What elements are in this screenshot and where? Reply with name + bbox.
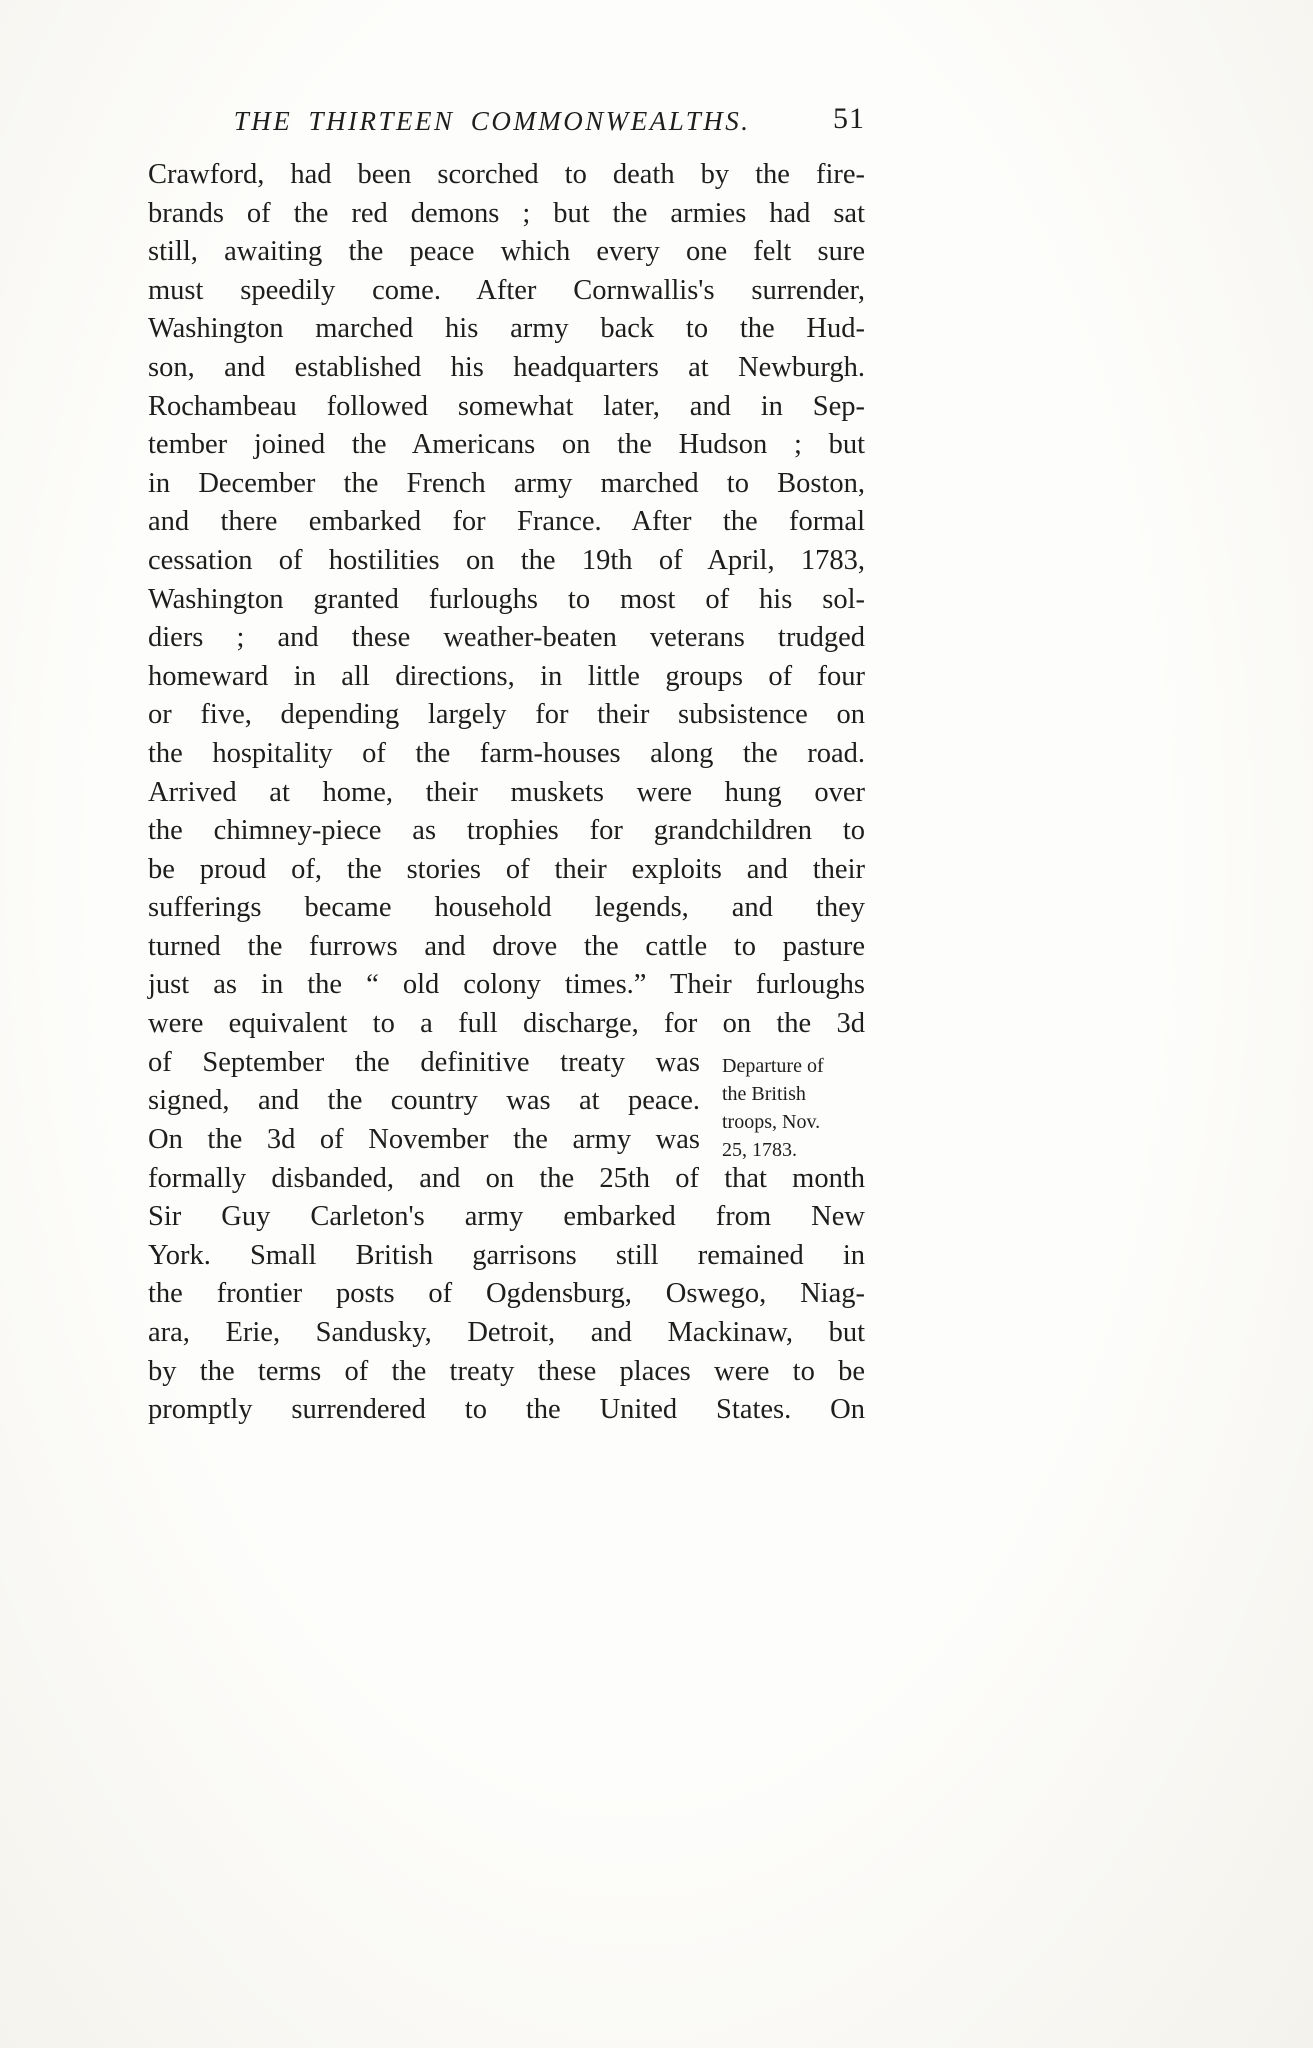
text-line: tember joined the Americans on the Hudson ; but: [148, 429, 865, 461]
text-line: by the terms of the treaty these places were to be: [148, 1355, 865, 1387]
text-line: in December the French army marched to Boston,: [148, 467, 865, 499]
text-line: were equivalent to a full discharge, for on the 3d: [148, 1008, 865, 1040]
text-line: diers ; and these weather-beaten veterans trudged: [148, 622, 865, 654]
text-line: be proud of, the stories of their exploits and their: [148, 853, 865, 885]
page-number: 51: [833, 102, 865, 135]
lines-top: [148, 156, 865, 1044]
text-line: signed, and the country was at peace.: [148, 1085, 700, 1117]
sidenote-line: 25, 1783.: [722, 1138, 797, 1161]
text-line: York. Small British garrisons still remained in: [148, 1239, 865, 1271]
text-line: Arrived at home, their muskets were hung over: [148, 776, 865, 808]
text-line: still, awaiting the peace which every one felt sure: [148, 236, 865, 268]
text-line: ara, Erie, Sandusky, Detroit, and Mackinaw, but: [148, 1317, 865, 1349]
text-line: On the 3d of November the army was: [148, 1123, 700, 1155]
paragraph: [148, 156, 865, 1430]
lines-bottom: [148, 1160, 865, 1430]
text-line: the chimney-piece as trophies for grandchildren to: [148, 815, 865, 847]
text-line: Sir Guy Carleton's army embarked from New: [148, 1201, 865, 1233]
text-line: cessation of hostilities on the 19th of April, 1783,: [148, 544, 865, 576]
text-line: Crawford, had been scorched to death by the fire-: [148, 159, 865, 190]
text-line: just as in the “ old colony times.” Their furloughs: [148, 969, 865, 1001]
text-line: Washington granted furloughs to most of his sol-: [148, 583, 865, 615]
running-head: [148, 100, 865, 146]
sidenote-line: troops, Nov.: [722, 1110, 821, 1133]
sidenote-line: the British: [722, 1082, 806, 1105]
text-line: must speedily come. After Cornwallis's surrender,: [148, 274, 865, 306]
text-line: Rochambeau followed somewhat later, and in Sep-: [148, 390, 865, 422]
text-line: or five, depending largely for their subsistence on: [148, 699, 865, 731]
text-line: the frontier posts of Ogdensburg, Oswego, Niag-: [148, 1278, 865, 1310]
sidenote-line: Departure of: [722, 1054, 824, 1077]
text-line: of September the definitive treaty was: [148, 1046, 700, 1078]
text-line: promptly surrendered to the United States. On: [148, 1394, 865, 1426]
text-block: [148, 100, 865, 1430]
text-line: formally disbanded, and on the 25th of that month: [148, 1162, 865, 1194]
text-line: sufferings became household legends, and they: [148, 892, 865, 924]
text-line: brands of the red demons ; but the armies had sat: [148, 197, 865, 229]
sidenote: [700, 1044, 865, 1160]
note-region: [148, 1044, 865, 1160]
text-line: and there embarked for France. After the formal: [148, 506, 865, 538]
text-line: the hospitality of the farm-houses along the road.: [148, 737, 865, 769]
text-line: son, and established his headquarters at Newburgh.: [148, 351, 865, 383]
text-line: homeward in all directions, in little groups of four: [148, 660, 865, 692]
text-line: Washington marched his army back to the Hud-: [148, 313, 865, 345]
running-title: THE THIRTEEN COMMONWEALTHS.: [233, 106, 751, 136]
text-line: turned the furrows and drove the cattle to pasture: [148, 930, 865, 962]
